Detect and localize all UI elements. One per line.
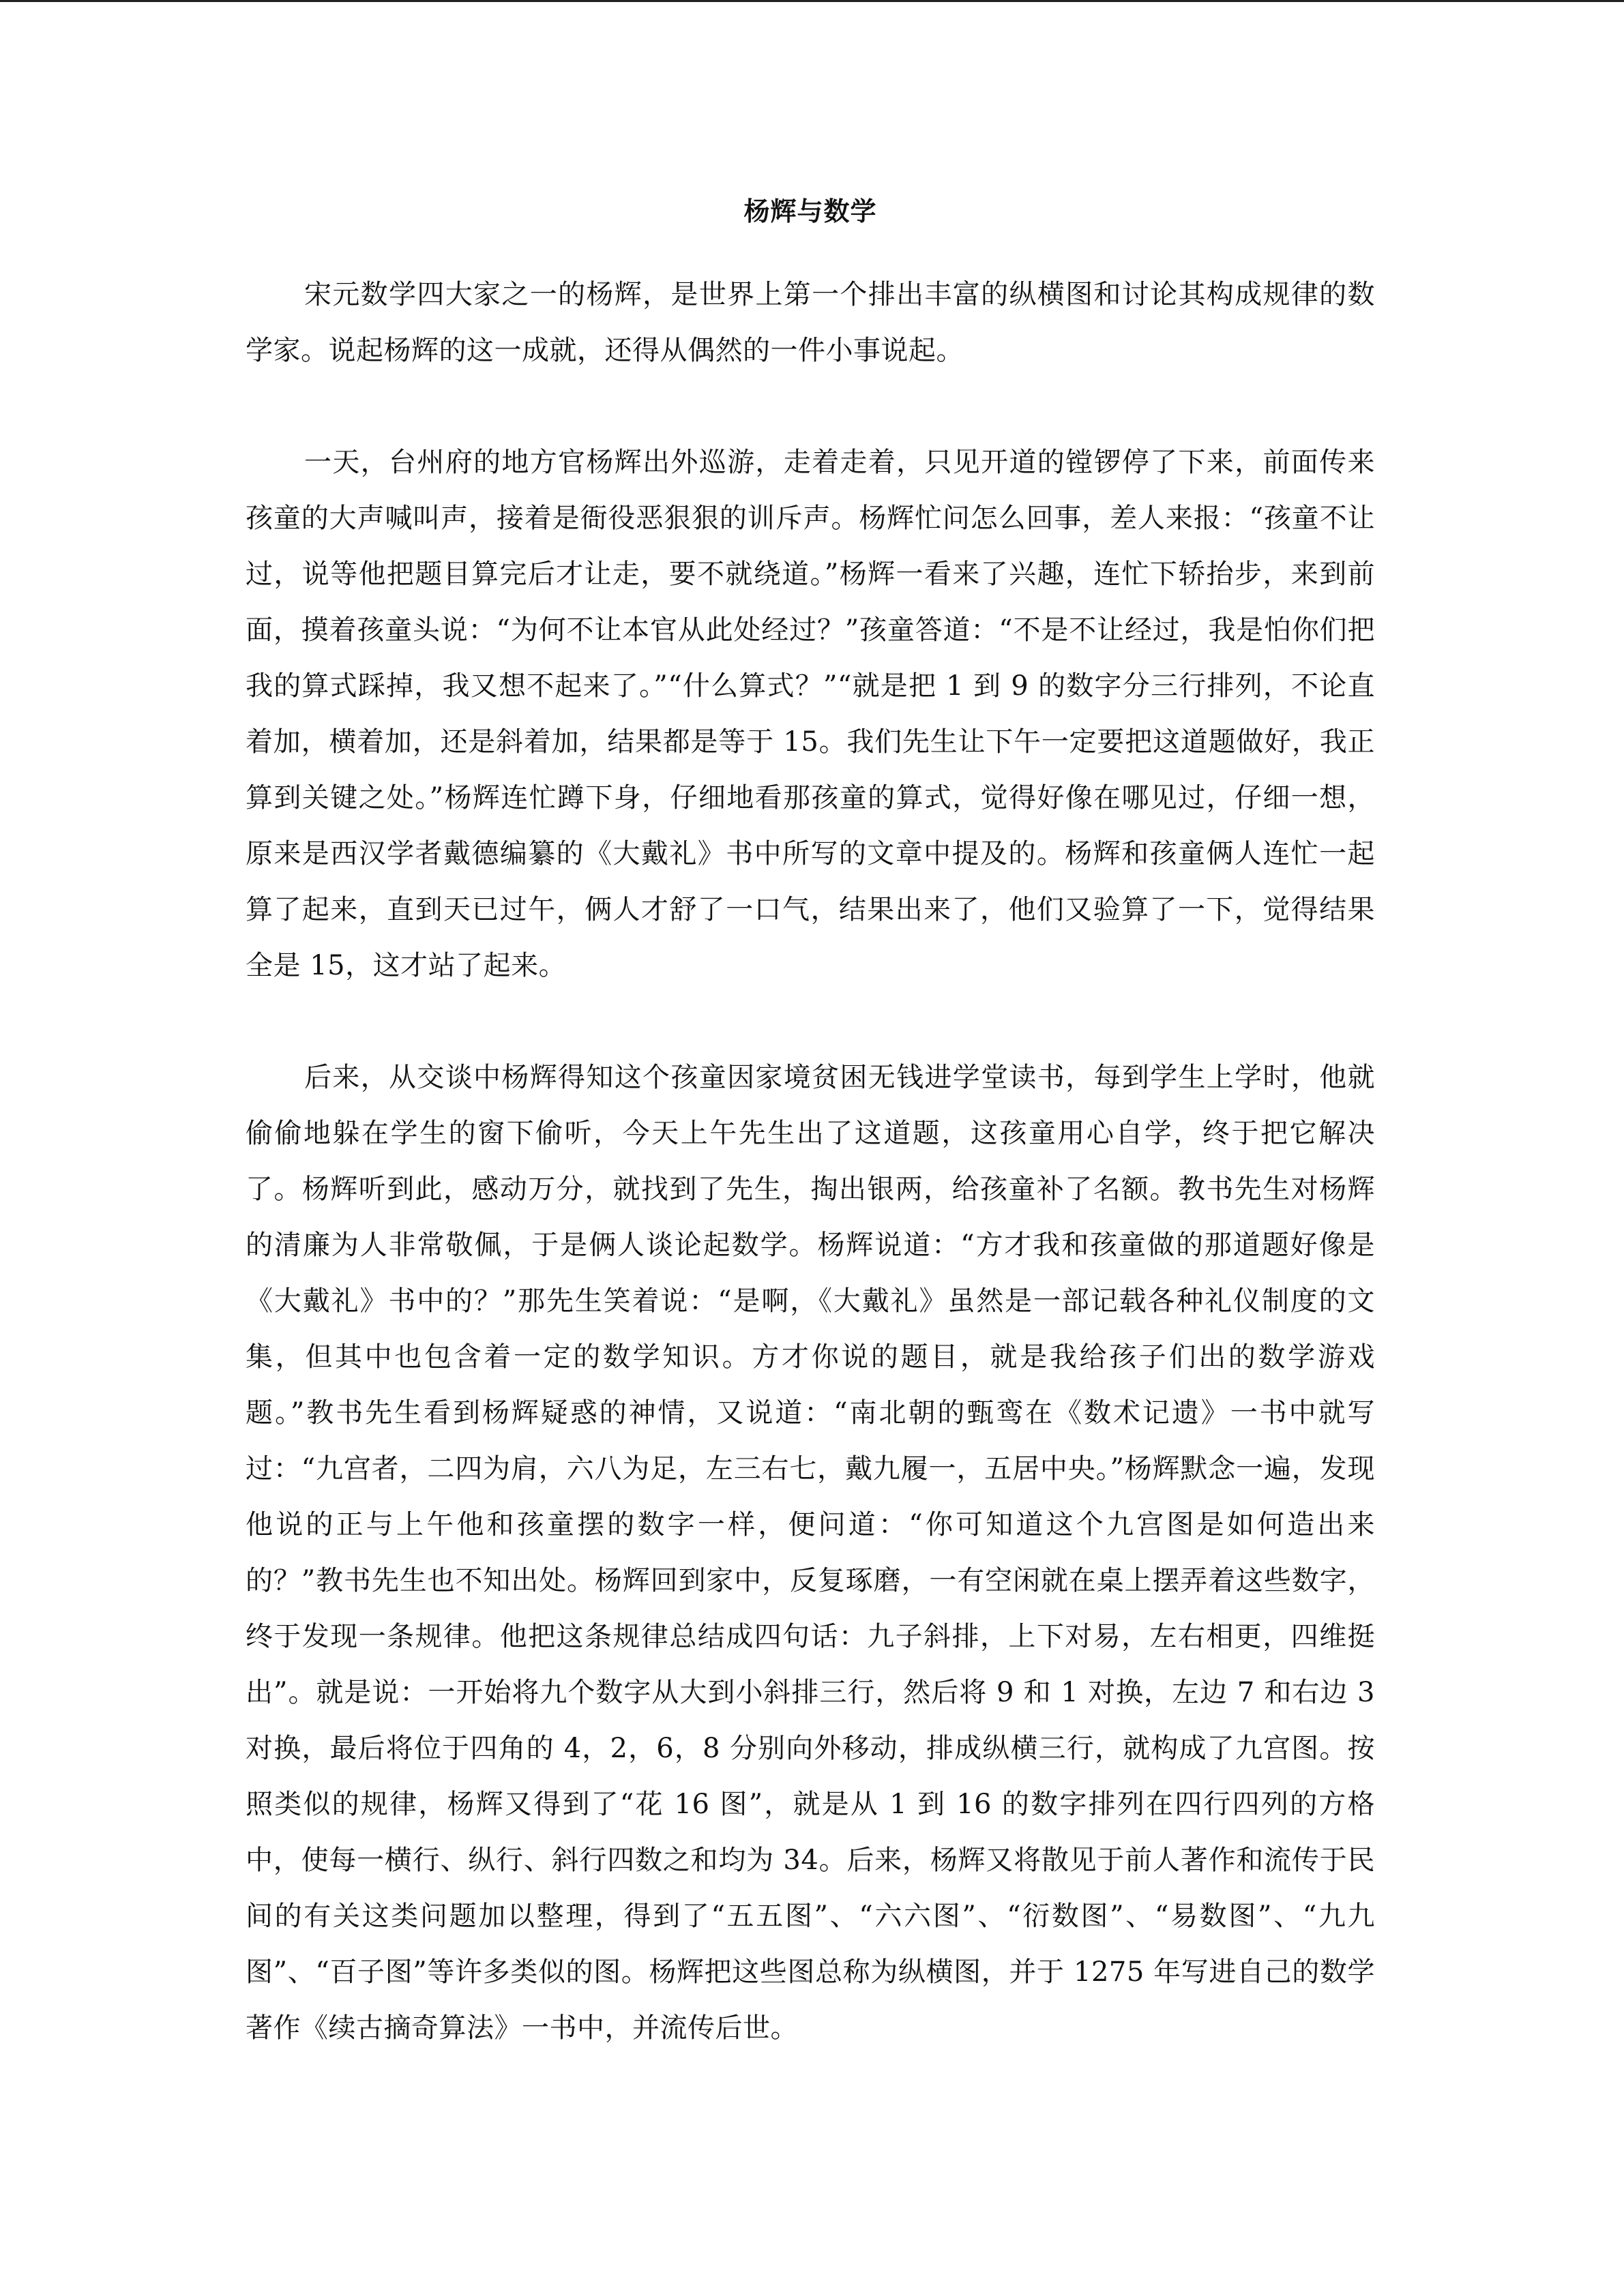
document-body xyxy=(246,194,1375,2056)
paragraph-story: 一天，台州府的地方官杨辉出外巡游，走着走着，只见开道的镗锣停了下来，前面传来孩童的大声喊叫声，接着是衙役恶狠狠的训斥声。杨辉忙问怎么回事，差人来报：“孩童不让过，说等他把题目算完后才让走，要不就绕道。”杨辉一看来了兴趣，连忙下轿抬步，来到前面，摸着孩童头说：“为何不让本官从此处经过？”孩童答道：“不是不让经过，我是怕你们把我的算式踩掉，我又想不起来了。”“什么算式？”“就是把 1 到 9 的数字分三行排列，不论直着加，横着加，还是斜着加，结果都是等于 15。我们先生让下午一定要把这道题做好，我正算到关键之处。”杨辉连忙蹲下身，仔细地看那孩童的算式，觉得好像在哪见过，仔细一想，原来是西汉学者戴德编纂的《大戴礼》书中所写的文章中提及的。杨辉和孩童俩人连忙一起算了起来，直到天已过午，俩人才舒了一口气，结果出来了，他们又验算了一下，觉得结果全是 15，这才站了起来。 xyxy=(246,447,1375,981)
paragraph-intro: 宋元数学四大家之一的杨辉，是世界上第一个排出丰富的纵横图和讨论其构成规律的数学家。说起杨辉的这一成就，还得从偶然的一件小事说起。 xyxy=(246,279,1375,366)
paragraph-conclusion: 后来，从交谈中杨辉得知这个孩童因家境贫困无钱进学堂读书，每到学生上学时，他就偷偷地躲在学生的窗下偷听，今天上午先生出了这道题，这孩童用心自学，终于把它解决了。杨辉听到此，感动万分，就找到了先生，掏出银两，给孩童补了名额。教书先生对杨辉的清廉为人非常敬佩，于是俩人谈论起数学。杨辉说道：“方才我和孩童做的那道题好像是《大戴礼》书中的？”那先生笑着说：“是啊，《大戴礼》虽然是一部记载各种礼仪制度的文集，但其中也包含着一定的数学知识。方才你说的题目，就是我给孩子们出的数学游戏题。”教书先生看到杨辉疑惑的神情，又说道：“南北朝的甄鸾在《数术记遗》一书中就写过：“九宫者，二四为肩，六八为足，左三右七，戴九履一，五居中央。”杨辉默念一遍，发现他说的正与上午他和孩童摆的数字一样，便问道：“你可知道这个九宫图是如何造出来的？”教书先生也不知出处。杨辉回到家中，反复琢磨，一有空闲就在桌上摆弄着这些数字，终于发现一条规律。他把这条规律总结成四句话：九子斜排，上下对易，左右相更，四维挺出”。就是说：一开始将九个数字从大到小斜排三行，然后将 9 和 1 对换，左边 7 和右边 3 对换，最后将位于四角的 4，2，6，8 分别向外移动，排成纵横三行，就构成了九宫图。按照类似的规律，杨辉又得到了“花 16 图”，就是从 1 到 16 的数字排列在四行四列的方格中，使每一横行、纵行、斜行四数之和均为 34。后来，杨辉又将散见于前人著作和流传于民间的有关这类问题加以整理，得到了“五五图”、“六六图”、“衍数图”、“易数图”、“九九图”、“百子图”等许多类似的图。杨辉把这些图总称为纵横图，并于 1275 年写进自己的数学著作《续古摘奇算法》一书中，并流传后世。 xyxy=(246,1062,1375,2044)
document-title: 杨辉与数学 xyxy=(743,196,877,226)
